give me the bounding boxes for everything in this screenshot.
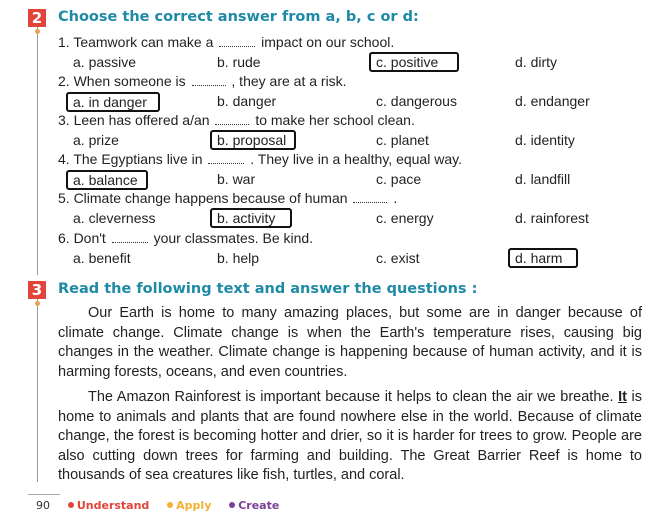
paragraph-2-start: The Amazon Rainforest is important because it helps to clean the air we breathe. [88, 389, 614, 405]
option-2c[interactable]: c. dangerous [376, 93, 457, 109]
footer-rule [28, 494, 60, 495]
option-1c-selected[interactable]: c. positive [369, 52, 459, 72]
question-6 [58, 230, 313, 246]
section-3-title: Read the following text and answer the questions : [58, 281, 478, 297]
answer-blank[interactable] [353, 192, 387, 203]
option-2d[interactable]: d. endanger [515, 93, 590, 109]
section-3-rule [37, 299, 38, 482]
legend-create: Create [238, 499, 280, 512]
option-6a[interactable]: a. benefit [73, 250, 131, 266]
option-5a[interactable]: a. cleverness [73, 210, 156, 226]
option-1b[interactable]: b. rude [217, 54, 261, 70]
question-5 [58, 190, 397, 206]
section-2-rule [37, 27, 38, 275]
section-2-title: Choose the correct answer from a, b, c or d: [58, 9, 419, 25]
question-4-text: 4. The Egyptians live in [58, 151, 203, 167]
question-3-text-end: to make her school clean. [255, 112, 415, 128]
option-4a-selected[interactable]: a. balance [66, 170, 148, 190]
question-6-text-end: your classmates. Be kind. [153, 230, 314, 246]
answer-blank[interactable] [215, 114, 249, 125]
option-3c[interactable]: c. planet [376, 132, 429, 148]
question-2-text: 2. When someone is [58, 73, 186, 89]
question-1-text-end: impact on our school. [261, 34, 395, 50]
option-6d-selected[interactable]: d. harm [508, 248, 578, 268]
question-2 [58, 73, 347, 89]
option-5c[interactable]: c. energy [376, 210, 434, 226]
question-5-text-end: . [393, 190, 398, 206]
option-1a[interactable]: a. passive [73, 54, 137, 70]
apply-dot-icon [167, 502, 173, 508]
option-4d[interactable]: d. landfill [515, 171, 571, 187]
answer-blank[interactable] [112, 232, 148, 243]
page-number: 90 [36, 499, 50, 512]
option-2b[interactable]: b. danger [217, 93, 277, 109]
question-3-text: 3. Leen has offered a/an [58, 112, 210, 128]
option-1d[interactable]: d. dirty [515, 54, 558, 70]
option-6c[interactable]: c. exist [376, 250, 420, 266]
footer [36, 499, 279, 512]
question-6-text: 6. Don't [58, 230, 106, 246]
question-4-text-end: . They live in a healthy, equal way. [250, 151, 462, 167]
section-2-badge: 2 [28, 9, 46, 27]
section-2-dot [35, 29, 40, 34]
question-5-text: 5. Climate change happens because of human [58, 190, 348, 206]
question-1 [58, 34, 394, 50]
option-3d[interactable]: d. identity [515, 132, 575, 148]
legend-apply: Apply [176, 499, 212, 512]
underlined-pronoun: It [618, 389, 627, 405]
question-2-text-end: , they are at a risk. [231, 73, 347, 89]
question-4 [58, 151, 462, 167]
paragraph-2 [58, 388, 642, 486]
question-3 [58, 112, 415, 128]
answer-blank[interactable] [219, 36, 255, 47]
understand-dot-icon [68, 502, 74, 508]
answer-blank[interactable] [192, 75, 226, 86]
option-3b-selected[interactable]: b. proposal [210, 130, 296, 150]
option-5b-selected[interactable]: b. activity [210, 208, 292, 228]
option-3a[interactable]: a. prize [73, 132, 119, 148]
paragraph-1: Our Earth is home to many amazing places, but some are in danger because of climate change. Climate change is when the Earth's temperature rises, causing big changes in the weather. Climate change is happening because of human activity, and it is harming forests, oceans, and even countries. [58, 305, 642, 380]
legend-understand: Understand [76, 499, 150, 512]
option-5d[interactable]: d. rainforest [515, 210, 589, 226]
question-1-text: 1. Teamwork can make a [58, 34, 214, 50]
reading-passage [58, 304, 642, 486]
option-4c[interactable]: c. pace [376, 171, 422, 187]
option-4b[interactable]: b. war [217, 171, 256, 187]
paragraph-2-rest: is home to animals and plants that are found nowhere else in the world. Because of climate change, the forest is becoming hotter and drier, so it is harder for trees to grow. People are also cutting down trees for farming and building. The Great Barrier Reef is home to thousands of sea creatures like fish, turtles, and coral. [58, 389, 643, 483]
answer-blank[interactable] [208, 153, 244, 164]
option-2a-selected[interactable]: a. in danger [66, 92, 160, 112]
option-6b[interactable]: b. help [217, 250, 260, 266]
section-3-badge: 3 [28, 281, 46, 299]
section-3-dot [35, 301, 40, 306]
create-dot-icon [229, 502, 235, 508]
